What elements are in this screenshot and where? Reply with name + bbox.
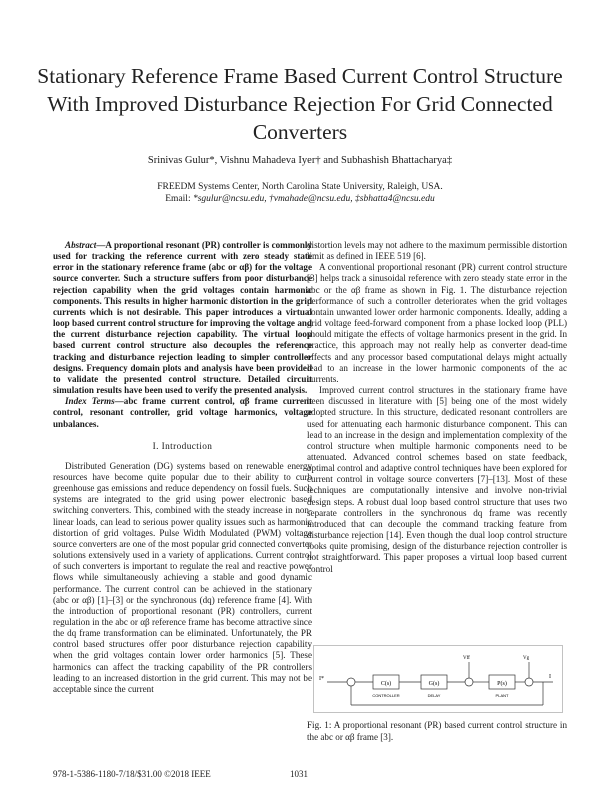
- figure-caption: Fig. 1: A proportional resonant (PR) based current control structure in the abc or αβ frame [3].: [307, 720, 567, 742]
- index-terms-text: —abc frame current control, αβ frame current control, resonant controller, grid voltage harmonics, voltage unbalances.: [53, 396, 312, 429]
- abstract-label: Abstract: [65, 240, 97, 250]
- summing-junction-3: [525, 678, 533, 686]
- block-diagram: [313, 645, 563, 713]
- section-heading-introduction: I. Introduction: [152, 441, 213, 452]
- abstract: [53, 240, 312, 396]
- output-signal-label: I: [549, 674, 551, 680]
- intro-paragraph: Distributed Generation (DG) systems based on renewable energy resources have become quite popular due to their ability to curb greenhouse gas emissions and reduce dependency on fossil fuels. Such systems are integrated to the grid using power electronic based switching converters. This, combined with the steady increase in non-linear loads, can lead to serious power quality issues such as harmonic distortion of grid voltages. Pulse Width Modulated (PWM) voltage source converters are one of the most popular grid connected converter solutions extensively used in a variety of applications. Current control of such converters is important to regulate the real and reactive power flows while simultaneously achieving a stable and good dynamic performance. The current control can be achieved in the stationary (abc or αβ) [1]–[3] or the synchronous (dq) reference frame [4]. With the introduction of proportional resonant (PR) controllers, current regulation in the abc or αβ reference frame has become attractive since the dq frame transformation can be eliminated. Unfortunately, the PR control based structures offer poor disturbance rejection capability when the grid voltages contain lower order harmonics [5]. These harmonics can affect the tracking capability of the PR controllers leading to an increased distortion in the grid current. This may not be acceptable since the current: [53, 460, 312, 694]
- index-terms: [53, 396, 312, 429]
- affiliation: FREEDM Systems Center, North Carolina State University, Raleigh, USA.: [157, 182, 443, 192]
- page-number: 1031: [290, 769, 308, 779]
- email-label: Email:: [165, 194, 191, 204]
- summing-junction-2: [465, 678, 473, 686]
- plant-caption: PLANT: [495, 693, 509, 698]
- author-list: Srinivas Gulur*, Vishnu Mahadeva Iyer† and Subhashish Bhattacharya‡: [147, 155, 453, 166]
- plant-label: P(s): [497, 681, 507, 687]
- email-line: [30, 193, 570, 205]
- email-addresses[interactable]: *sgulur@ncsu.edu, †vmahade@ncsu.edu, ‡sbhatta4@ncsu.edu: [192, 194, 435, 204]
- delay-label: G(s): [428, 681, 440, 687]
- footer-isbn: 978-1-5386-1180-7/18/$31.00 ©2018 IEEE: [53, 769, 211, 779]
- input-signal-label: I*: [319, 676, 324, 682]
- summing-junction-1: [347, 678, 355, 686]
- paragraph-pr-control: A conventional proportional resonant (PR) current control structure [3] helps track a sinusoidal reference with zero steady state error in the abc or the αβ frame as shown in Fig. 1. The disturbance rejection performance of such a controller deteriorates when the grid voltages contain unwanted lower order harmonic components. Ideally, adding a grid voltage feed-forward component from a phase locked loop (PLL) should mitigate the effects of voltage harmonics present in the grid. In practice, this approach may not really help as converter dead-time effects and any processor based computational delays might actually lead to an increase in the lower harmonic components of the ac currents.: [307, 262, 567, 384]
- abstract-text: —A proportional resonant (PR) controller is commonly used for tracking the reference current with zero steady state error in the stationary reference frame (abc or αβ) for the voltage source converter. Such a structure suffers from poor disturbance rejection capability when the grid voltages contain harmonic components. This results in higher harmonic distortion in the grid currents which is not desirable. This paper introduces a virtual loop based current control structure for improving the voltage and the current disturbance rejection capability. The virtual loop based current control structure also decouples the reference tracking and disturbance rejection leading to simpler controller designs. Frequency domain plots and analysis have been provided to validate the presented control structure. Detailed circuit simulation results have been used to verify the presented analysis.: [53, 240, 312, 396]
- left-column: [53, 240, 312, 695]
- disturbance-label: Vg: [523, 656, 530, 661]
- controller-label: C(s): [380, 681, 392, 687]
- paragraph-continued: distortion levels may not adhere to the maximum permissible distortion limit as defined in IEEE 519 [6].: [307, 240, 567, 262]
- paragraph-improved-structures: Improved current control structures in the stationary frame have been discussed in literature with [5] being one of the most widely adopted structure. In this structure, dedicated resonant controllers are used for attenuating each harmonic disturbance component. This can lead to an increase in the design and implementation complexity of the control structure when multiple harmonic components need to be attenuated. Advanced control schemes based on state feedback, optimal control and adaptive control techniques have been explored for current control in voltage source converters [7]–[13]. Most of these techniques are computationally intensive and involve non-trivial design steps. A robust dual loop based control structure that uses two separate controllers in the synchronous dq frame was recently introduced that can decouple the command tracking feature from disturbance rejection [14]. Even though the dual loop control structure looks quite promising, design of the disturbance rejection controller is not straightforward. This paper proposes a virtual loop based current control: [307, 385, 567, 574]
- feedforward-label: Vff: [463, 656, 470, 661]
- delay-caption: DELAY: [427, 693, 441, 698]
- index-terms-label: Index Terms: [65, 396, 115, 407]
- paper-title: Stationary Reference Frame Based Current Control Structure With Improved Disturbance Rejection For Grid Connected Converters: [37, 64, 563, 144]
- right-column: [307, 240, 567, 575]
- controller-caption: CONTROLLER: [372, 693, 400, 698]
